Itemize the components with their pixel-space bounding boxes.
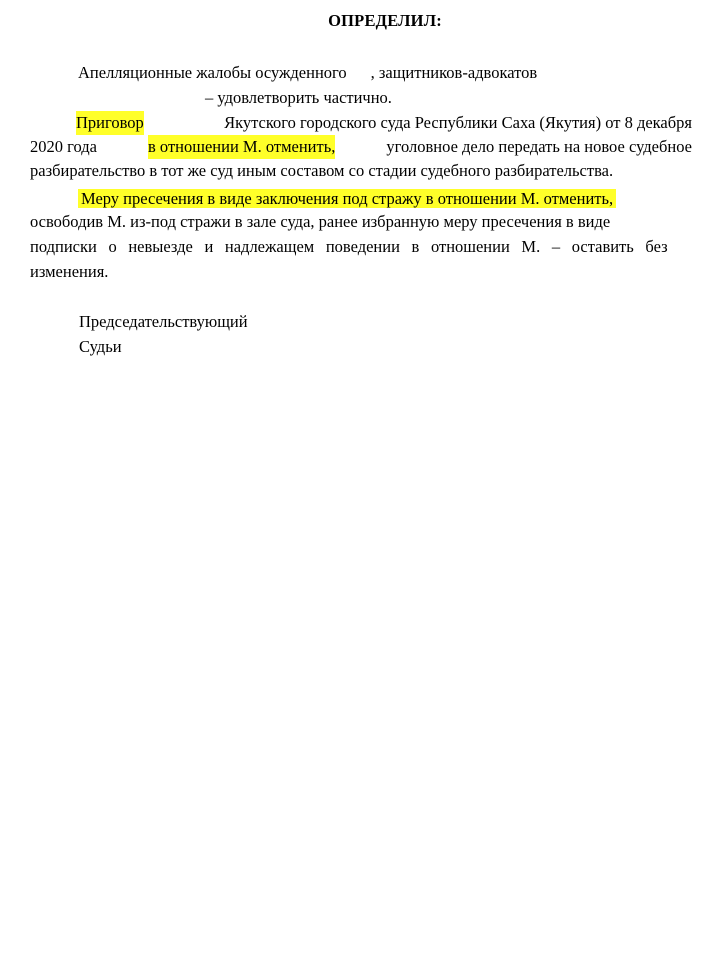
para3-line3-text [30, 235, 692, 259]
para2-line2 [30, 135, 692, 159]
para3-line3-span: подписки о невыезде и надлежащем поведении в отношении М. – оставить без [30, 237, 668, 256]
signature-presiding: Председательствующий [79, 312, 248, 331]
para2-highlight-cancel: в отношении М. отменить, [148, 135, 335, 159]
para1-line2: – удовлетворить частично. [205, 88, 392, 107]
para2-line3: разбирательство в тот же суд иным составом со стадии судебного разбирательства. [30, 161, 614, 180]
para2-line2-part-b: уголовное дело передать на новое судебное [386, 137, 692, 156]
para2-highlight-verdict: Приговор [76, 111, 144, 135]
para3-line1 [78, 187, 616, 211]
document-heading: ОПРЕДЕЛИЛ: [328, 11, 442, 30]
para3-line3 [30, 235, 692, 259]
para2-line1-rest: Якутского городского суда Республики Саха (Якутия) от 8 декабря [224, 113, 692, 132]
para2-line2-part-a: 2020 года [30, 137, 97, 156]
para3-line2: освободив М. из-под стражи в зале суда, ранее избранную меру пресечения в виде [30, 212, 611, 231]
para1-line1-part-a: Апелляционные жалобы осужденного [78, 63, 347, 82]
para1-line1 [78, 61, 537, 85]
para3-highlight-measure: Меру пресечения в виде заключения под стражу в отношении М. отменить, [78, 189, 616, 208]
para2-line1 [76, 111, 692, 135]
para3-line4: изменения. [30, 262, 109, 281]
para1-line1-part-b: , защитников-адвокатов [370, 63, 538, 82]
signature-judges: Судьи [79, 337, 122, 356]
